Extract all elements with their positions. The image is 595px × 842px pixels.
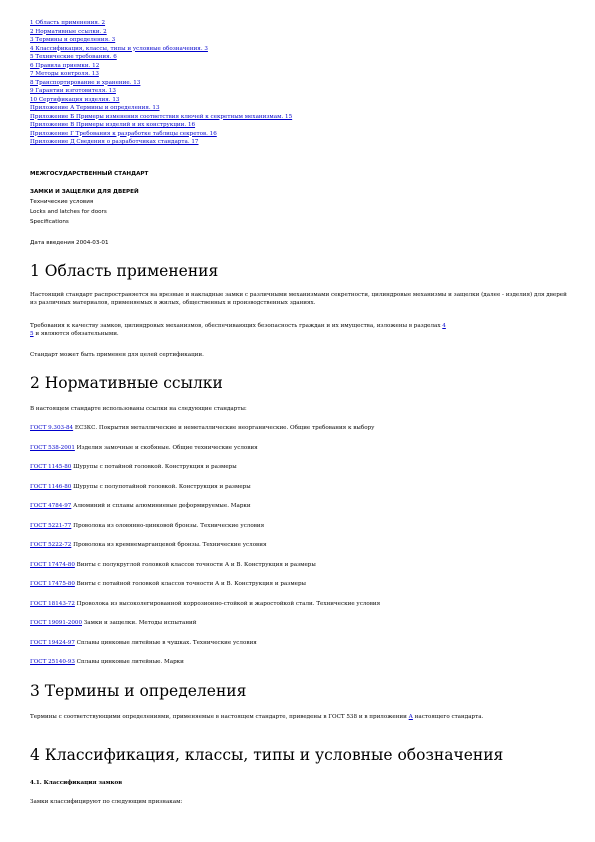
toc-link[interactable]: 6 Правила приемки. 12: [30, 62, 100, 69]
reference-link[interactable]: ГОСТ 17474-80: [30, 561, 75, 568]
toc-link[interactable]: 4 Классификация, классы, типы и условные обозначения. 3: [30, 45, 208, 52]
reference-item: [30, 580, 306, 588]
reference-item: [30, 522, 264, 530]
toc-link[interactable]: 8 Транспортирование и хранение. 13: [30, 79, 141, 86]
reference-title: Винты с полукруглой головкой классов точности А и В. Конструкция и размеры: [74, 561, 316, 568]
reference-link[interactable]: ГОСТ 5222-72: [30, 542, 72, 548]
doc-title: ЗАМКИ И ЗАЩЕЛКИ ДЛЯ ДВЕРЕЙ: [30, 189, 139, 195]
section-2-heading: 2 Нормативные ссылки: [30, 374, 223, 392]
toc-item: [30, 113, 292, 122]
reference-title: Проволока из оловянно-цинковой бронзы. Технические условия: [71, 522, 265, 529]
toc-item: [30, 121, 292, 130]
section-3-heading: 3 Термины и определения: [30, 682, 247, 700]
reference-item: [30, 502, 251, 510]
reference-item: [30, 483, 251, 491]
reference-item: [30, 541, 266, 549]
toc-item: [30, 36, 292, 45]
toc-item: [30, 28, 292, 37]
reference-link[interactable]: ГОСТ 18143-72: [30, 600, 75, 607]
reference-item: [30, 619, 197, 627]
toc-item: [30, 45, 292, 54]
section-3-paragraph: Термины с соответствующими определениями, применяемые в настоящем стандарте, приведены в ГОСТ 538 и в приложении А настоящего стандарта.: [30, 714, 484, 720]
reference-link[interactable]: ГОСТ 9.303-84: [30, 425, 74, 431]
reference-item: [30, 658, 184, 666]
toc-item: [30, 130, 292, 139]
reference-item: [30, 600, 380, 608]
toc-link[interactable]: Приложение Г Требования к разработке таблицы секретов. 16: [30, 130, 217, 137]
toc-link[interactable]: 1 Область применения. 2: [30, 20, 106, 26]
reference-title: Замки и защелки. Методы испытаний: [82, 620, 197, 626]
reference-link[interactable]: ГОСТ 1145-80: [30, 464, 72, 470]
reference-link[interactable]: ГОСТ 1146-80: [30, 483, 72, 490]
toc-item: [30, 62, 292, 71]
reference-link[interactable]: ГОСТ 538-2001: [30, 444, 75, 451]
standard-type: МЕЖГОСУДАРСТВЕННЫЙ СТАНДАРТ: [30, 171, 149, 177]
reference-link[interactable]: ГОСТ 19091-2000: [30, 620, 82, 626]
reference-title: Алюминий и сплавы алюминиевые деформируемые. Марки: [71, 503, 251, 509]
toc-item: [30, 19, 292, 28]
toc-item: [30, 104, 292, 113]
reference-title: Изделия замочные и скобяные. Общие технические условия: [74, 444, 258, 451]
table-of-contents: [30, 19, 292, 147]
toc-item: [30, 96, 292, 105]
toc-link[interactable]: Приложение Б Примеры изменения соответствия ключей к секретным механизмам. 15: [30, 113, 293, 120]
section-4-1-heading: 4.1. Классификация замков: [30, 780, 123, 786]
toc-link[interactable]: 10 Сертификация изделия. 13: [30, 96, 120, 103]
toc-link[interactable]: 7 Методы контроля. 13: [30, 71, 99, 77]
section-1-paragraph-2: Требования к качеству замков, цилиндровых механизмов, обеспечивающих безопасность граждан и их имущества, изложены в разделах 4 5 и являются обязательными.: [30, 323, 446, 338]
toc-link[interactable]: Приложение В Примеры изделий и их конструкции. 16: [30, 122, 196, 128]
reference-title: Винты с потайной головкой классов точности А и В. Конструкция и размеры: [74, 581, 307, 587]
link-appendix-a[interactable]: А: [408, 714, 413, 720]
link-section-4[interactable]: 4: [442, 323, 446, 329]
reference-title: Проволока из кремнемарганцевой бронзы. Технические условия: [71, 542, 267, 548]
toc-item: [30, 53, 292, 62]
reference-title: Шурупы с потайной головкой. Конструкция и размеры: [71, 464, 237, 470]
toc-link[interactable]: 9 Гарантии изготовителя. 13: [30, 88, 116, 94]
toc-item: [30, 70, 292, 79]
section-1-paragraph-3: Стандарт может быть применен для целей сертификации.: [30, 352, 204, 358]
toc-item: [30, 79, 292, 88]
section-4-heading: 4 Классификация, классы, типы и условные обозначения: [30, 746, 504, 764]
reference-link[interactable]: ГОСТ 4784-97: [30, 503, 72, 509]
reference-title: Проволока из высоколегированной коррозионно-стойкой и жаростойкой стали. Технические условия: [74, 600, 381, 607]
toc-link[interactable]: 3 Термины и определения. 3: [30, 37, 116, 43]
reference-item: [30, 639, 257, 647]
reference-link[interactable]: ГОСТ 19424-97: [30, 639, 75, 646]
toc-link[interactable]: Приложение Д Сведения о разработчиках стандарта. 17: [30, 139, 199, 145]
reference-item: [30, 463, 237, 471]
toc-link[interactable]: 5 Технические требования. 6: [30, 54, 117, 60]
doc-subtitle-en: Specifications: [30, 219, 69, 225]
reference-item: [30, 444, 258, 452]
section-4-1-paragraph: Замки классифицируют по следующим признакам:: [30, 799, 183, 805]
effective-date: Дата введения 2004-03-01: [30, 240, 109, 246]
reference-title: Сплавы цинковые литейные в чушках. Технические условия: [74, 639, 257, 646]
doc-title-en: Locks and latches for doors: [30, 209, 107, 215]
toc-link[interactable]: Приложение А Термины и определения. 13: [30, 105, 160, 111]
toc-item: [30, 138, 292, 147]
reference-title: Шурупы с полупотайной головкой. Конструкция и размеры: [71, 483, 251, 490]
reference-link[interactable]: ГОСТ 25140-93: [30, 659, 75, 665]
toc-link[interactable]: 2 Нормативные ссылки. 2: [30, 28, 107, 35]
reference-item: [30, 561, 316, 569]
section-1-paragraph-1: Настоящий стандарт распространяется на врезные и накладные замки с различными механизмами секретности, цилиндровые механизмы и защелки (далее - изделия) для дверей из различных материалов, применяемых в жилых, общественных и производственных зданиях.: [30, 292, 567, 307]
toc-item: [30, 87, 292, 96]
link-section-5[interactable]: 5: [30, 331, 34, 338]
reference-link[interactable]: ГОСТ 5221-77: [30, 522, 72, 529]
reference-title: Сплавы цинковые литейные. Марки: [74, 659, 184, 665]
reference-link[interactable]: ГОСТ 17475-80: [30, 581, 75, 587]
section-1-heading: 1 Область применения: [30, 262, 219, 280]
reference-item: [30, 424, 374, 432]
reference-title: ЕСЗКС. Покрытия металлические и неметаллические неорганические. Общие требования к выбору: [73, 425, 375, 431]
section-2-intro: В настоящем стандарте использованы ссылки на следующие стандарты:: [30, 406, 247, 412]
doc-subtitle: Технические условия: [30, 199, 94, 205]
